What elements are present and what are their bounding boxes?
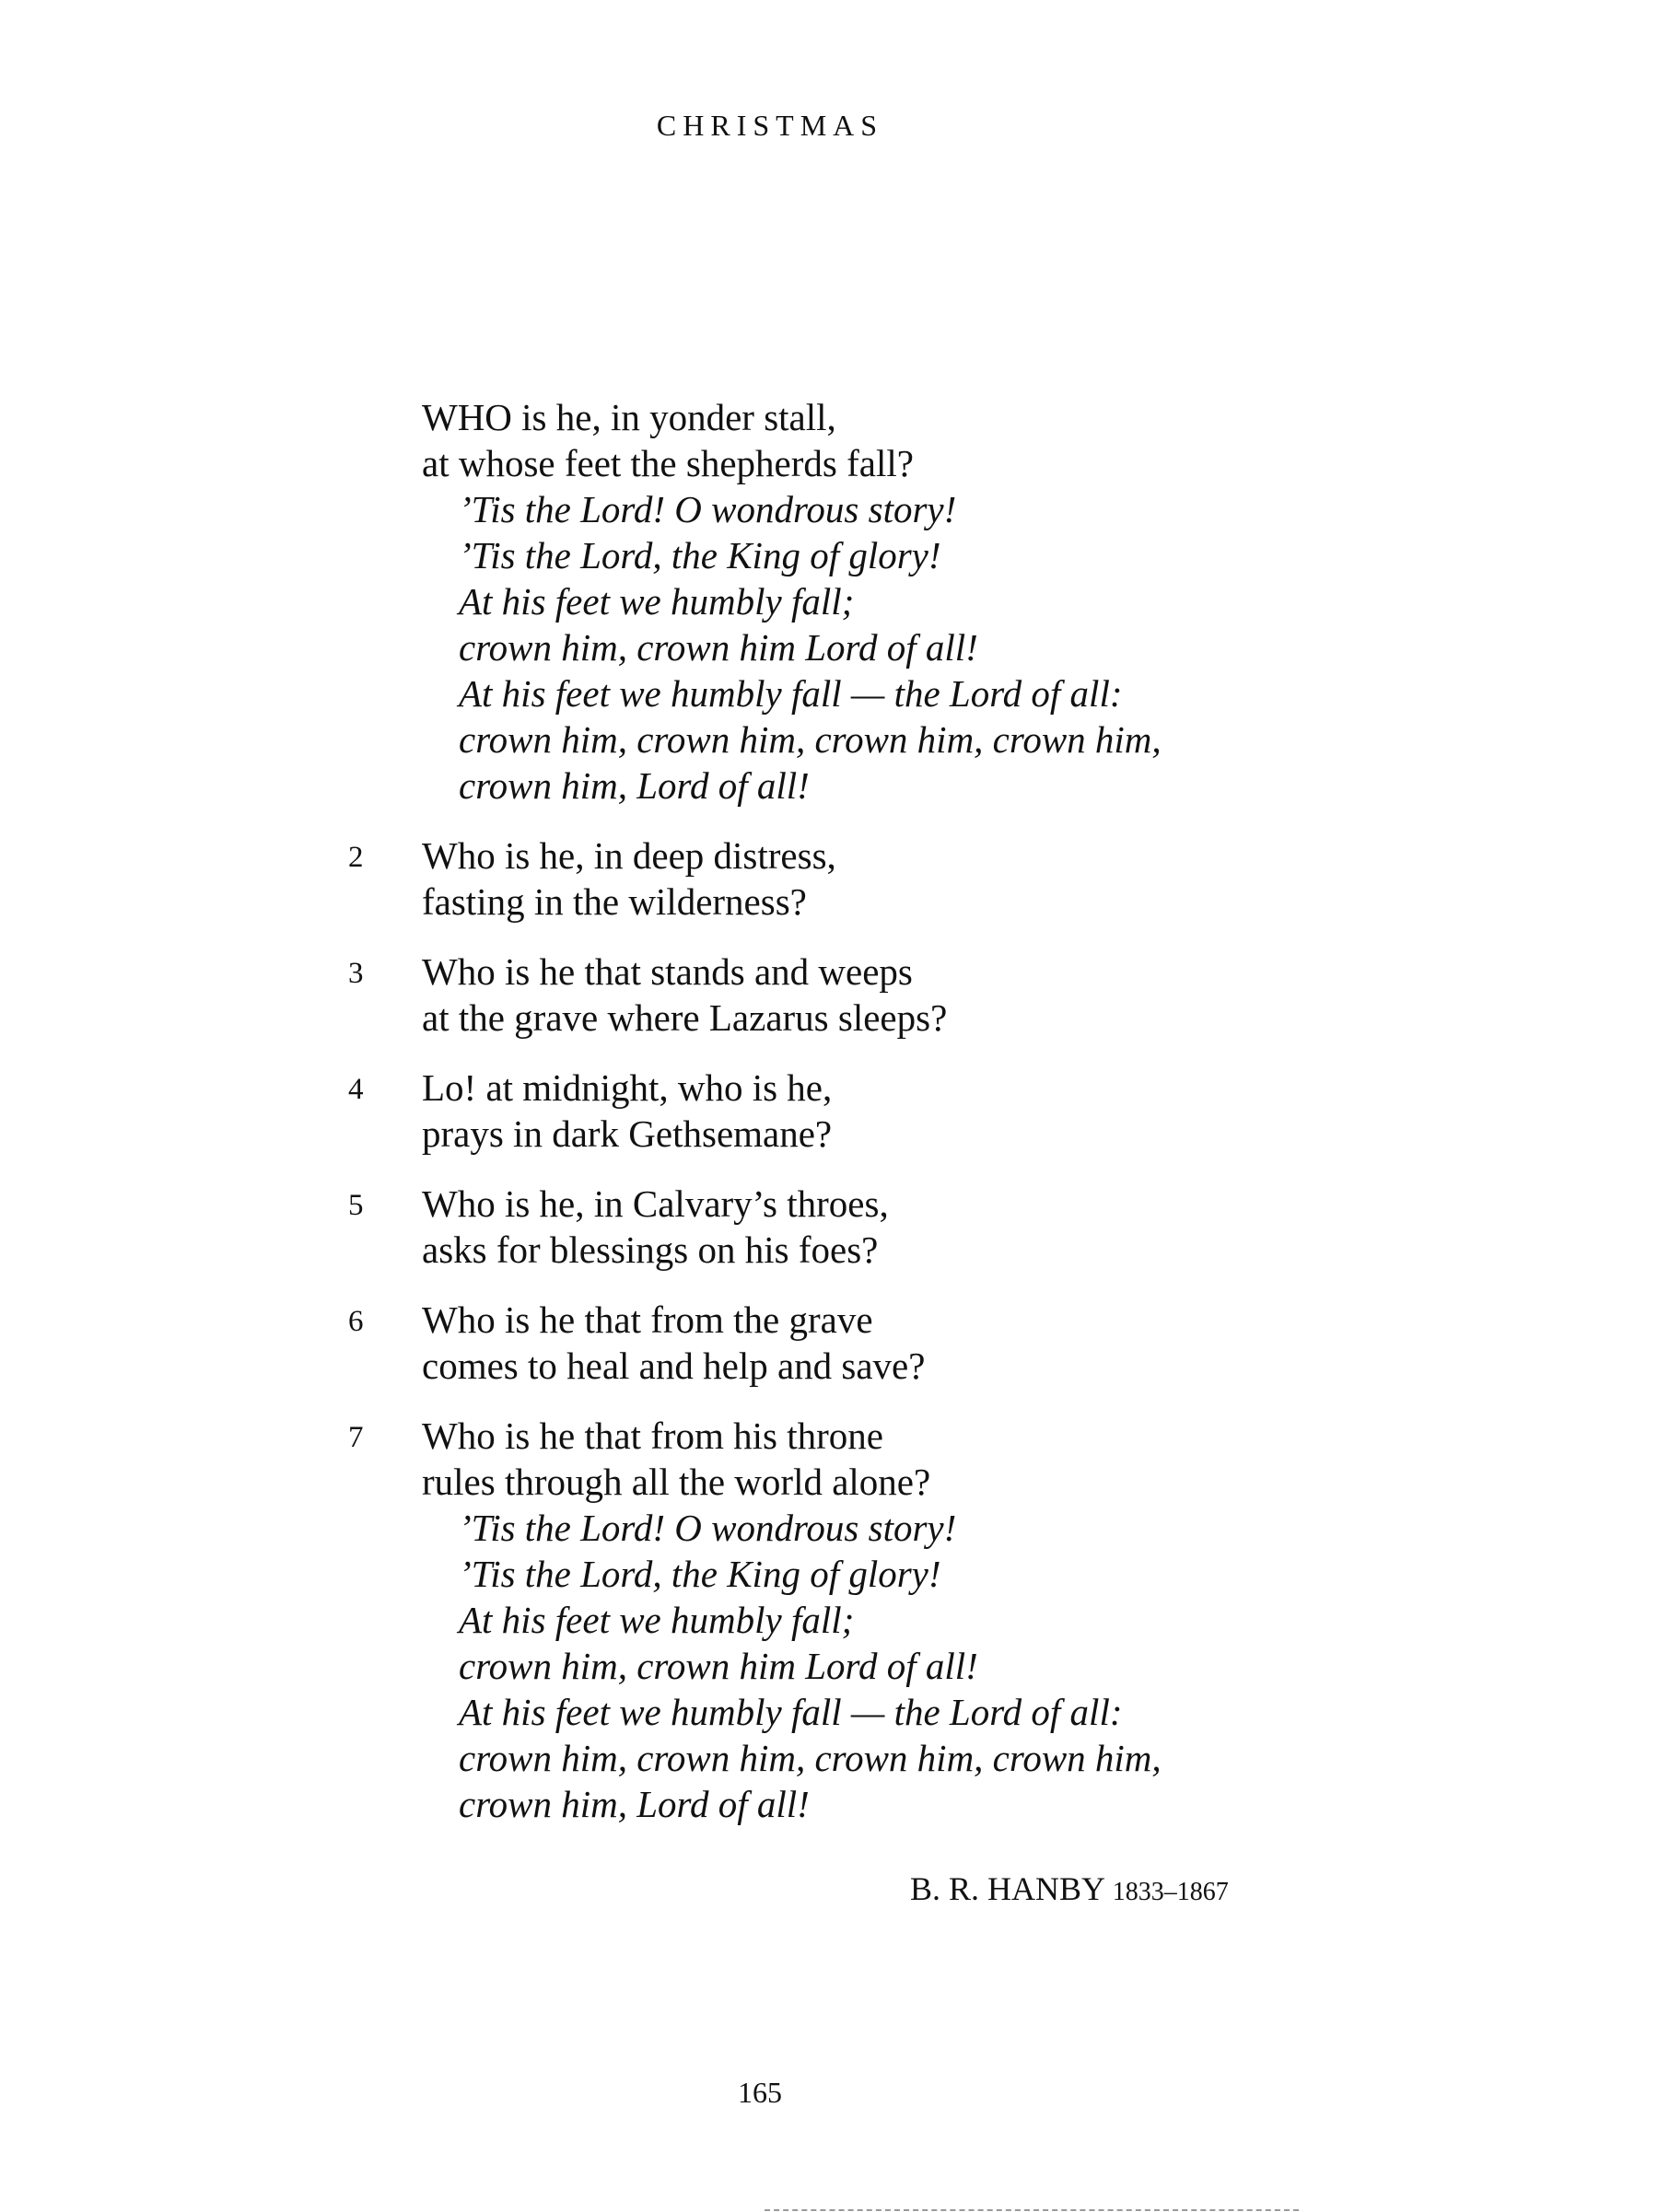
- hymn-text: [348, 394, 1325, 1851]
- verse-line: Who is he that from his throne: [422, 1415, 884, 1457]
- verse: [348, 394, 1325, 809]
- refrain-line: crown him, crown him Lord of all!: [459, 1645, 978, 1687]
- verse-line: at the grave where Lazarus sleeps?: [422, 996, 948, 1039]
- verse-line: Who is he that from the grave: [422, 1298, 873, 1341]
- verse-number: 5: [348, 1189, 364, 1222]
- verse: [348, 1297, 1325, 1389]
- running-head: CHRISTMAS: [656, 109, 884, 142]
- verse-line: at whose feet the shepherds fall?: [422, 442, 914, 484]
- verse-number: 7: [348, 1421, 364, 1454]
- attribution: [910, 1869, 1229, 1908]
- refrain-line: ’Tis the Lord, the King of glory!: [459, 1553, 941, 1595]
- verse: [348, 1181, 1325, 1273]
- refrain-line: crown him, Lord of all!: [459, 1783, 810, 1825]
- verse-number: 6: [348, 1305, 364, 1338]
- verse-line: rules through all the world alone?: [422, 1461, 931, 1503]
- refrain: [422, 486, 1325, 809]
- verse: [348, 1413, 1325, 1827]
- verse-line: WHO is he, in yonder stall,: [422, 396, 836, 438]
- author-dates: 1833–1867: [1112, 1878, 1229, 1906]
- refrain-line: At his feet we humbly fall — the Lord of all:: [459, 672, 1123, 715]
- verse: [348, 1065, 1325, 1157]
- refrain-line: ’Tis the Lord! O wondrous story!: [459, 1507, 957, 1549]
- verse-number: [348, 394, 422, 396]
- refrain-line: ’Tis the Lord, the King of glory!: [459, 534, 941, 576]
- verse: [348, 949, 1325, 1041]
- verse-line: Who is he, in deep distress,: [422, 834, 836, 877]
- verse-line: comes to heal and help and save?: [422, 1345, 926, 1387]
- verse-number: 4: [348, 1073, 364, 1106]
- page-number: 165: [738, 2076, 782, 2109]
- refrain: [422, 1505, 1325, 1827]
- refrain-line: At his feet we humbly fall;: [459, 1599, 855, 1641]
- verse-line: prays in dark Gethsemane?: [422, 1112, 833, 1155]
- verse-line: asks for blessings on his foes?: [422, 1228, 879, 1271]
- refrain-line: At his feet we humbly fall;: [459, 580, 855, 623]
- refrain-line: ’Tis the Lord! O wondrous story!: [459, 488, 957, 530]
- refrain-line: crown him, crown him Lord of all!: [459, 626, 978, 669]
- refrain-line: crown him, crown him, crown him, crown him,: [459, 1737, 1162, 1779]
- verse-number: 3: [348, 957, 364, 990]
- verse-line: Lo! at midnight, who is he,: [422, 1066, 833, 1109]
- verse-line: Who is he, in Calvary’s throes,: [422, 1182, 889, 1225]
- author-name: B. R. HANBY: [910, 1870, 1104, 1907]
- verse-line: fasting in the wilderness?: [422, 880, 807, 923]
- verse-line: Who is he that stands and weeps: [422, 950, 913, 993]
- refrain-line: crown him, crown him, crown him, crown him,: [459, 718, 1162, 761]
- verse-number: 2: [348, 841, 364, 874]
- refrain-line: At his feet we humbly fall — the Lord of all:: [459, 1691, 1123, 1733]
- refrain-line: crown him, Lord of all!: [459, 764, 810, 807]
- verse: [348, 832, 1325, 925]
